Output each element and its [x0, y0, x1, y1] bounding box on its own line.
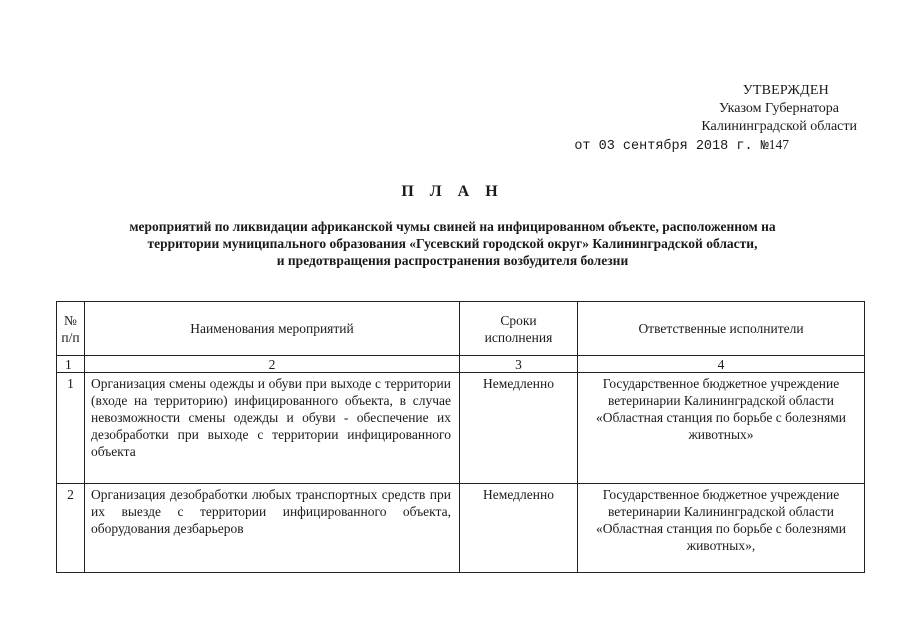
column-index-row: [57, 356, 865, 373]
column-index: 1: [57, 356, 85, 373]
column-index: 2: [85, 356, 460, 373]
plan-title: П Л А Н: [401, 183, 504, 200]
approval-number: 147: [768, 137, 789, 152]
plan-subtitle-line: мероприятий по ликвидации африканской чумы свиней на инфицированном объекте, расположенном на: [129, 219, 776, 234]
row-number: 2: [57, 484, 85, 573]
header-number-sign: №: [64, 312, 77, 328]
column-index: 4: [578, 356, 865, 373]
approval-stamp: [574, 82, 857, 156]
header-number-abbr: п/п: [61, 329, 80, 345]
header-term-line2: исполнения: [484, 329, 553, 345]
measure-name: Организация смены одежды и обуви при выходе с территории (входе на территорию) инфицированного объекта, в случае невозможности смены одежды и обуви - обеспечение их дезобработки при выходе с территории инфицированного объекта: [85, 373, 460, 484]
header-term: [460, 302, 578, 356]
header-name: Наименования мероприятий: [85, 302, 460, 356]
plan-subtitle-line: территории муниципального образования «Гусевский городской округ» Калининградской области,: [147, 236, 758, 251]
plan-subtitle: [70, 218, 835, 269]
header-responsible: Ответственные исполнители: [578, 302, 865, 356]
row-number: 1: [57, 373, 85, 484]
table-row: [57, 373, 865, 484]
measures-table: [56, 301, 865, 573]
approval-region: Калининградской области: [701, 119, 857, 134]
header-number: [57, 302, 85, 356]
approval-date: от 03 сентября 2018 г. №: [574, 139, 769, 154]
measure-responsible: Государственное бюджетное учреждение ветеринарии Калининградской области «Областная станция по борьбе с болезнями животных»: [578, 373, 865, 484]
measure-name: Организация дезобработки любых транспортных средств при их выезде с территории инфицированного объекта, оборудования дезбарьеров: [85, 484, 460, 573]
approval-title: УТВЕРЖДЕН: [742, 83, 829, 98]
approval-decree: Указом Губернатора: [718, 101, 839, 116]
column-index: 3: [460, 356, 578, 373]
measure-term: Немедленно: [460, 373, 578, 484]
approval-date-line: [574, 136, 789, 156]
table-row: [57, 484, 865, 573]
measure-responsible: Государственное бюджетное учреждение ветеринарии Калининградской области «Областная станция по борьбе с болезнями животных»,: [578, 484, 865, 573]
header-term-line1: Сроки: [500, 312, 537, 328]
table-header-row: [57, 302, 865, 356]
measure-term: Немедленно: [460, 484, 578, 573]
plan-subtitle-line: и предотвращения распространения возбудителя болезни: [276, 253, 629, 268]
